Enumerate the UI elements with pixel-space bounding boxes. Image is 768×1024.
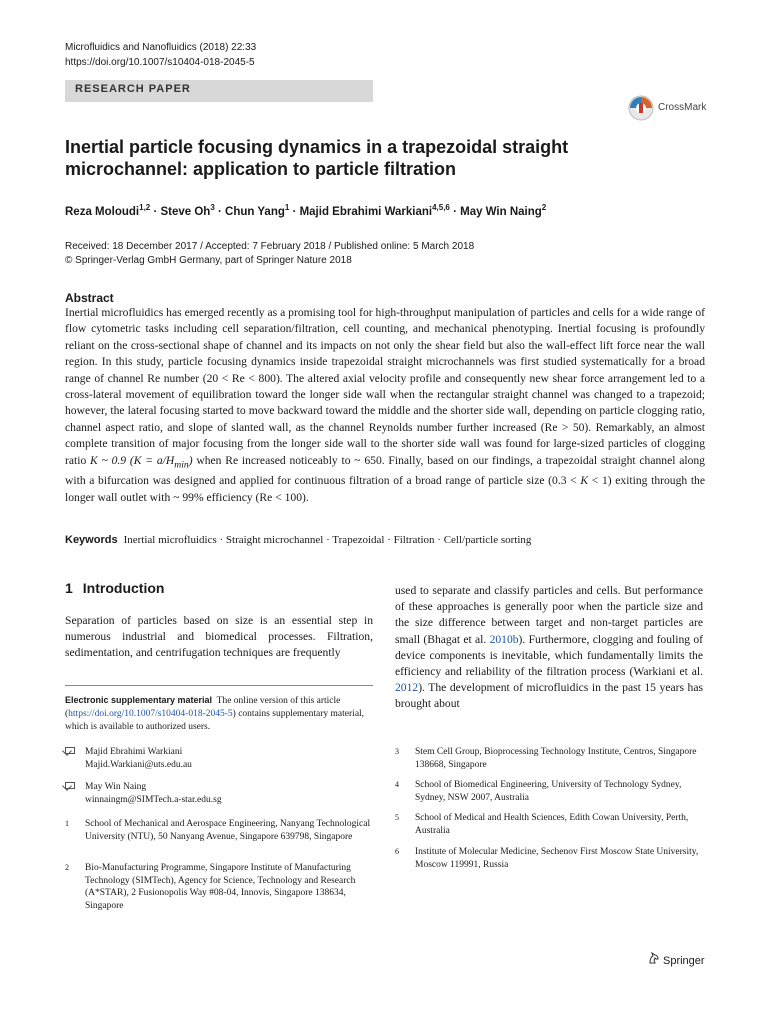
journal-citation: Microfluidics and Nanofluidics (2018) 22:33 <box>65 42 257 53</box>
author-email[interactable]: Majid.Warkiani@uts.edu.au <box>85 759 192 770</box>
affiliation-footnote: 6 Institute of Molecular Medicine, Sechenov First Moscow State University, Moscow 119991, Russia <box>395 847 699 870</box>
author[interactable]: Steve Oh$^3$ <box>160 203 215 218</box>
publisher-name: Springer <box>663 955 705 967</box>
crossmark-icon <box>628 95 654 121</box>
corresponding-author-contact: Majid Ebrahimi Warkiani Majid.Warkiani@uts.edu.au <box>65 746 373 774</box>
journal-header <box>65 40 256 70</box>
abstract-body: Inertial microfluidics has emerged recently as a promising tool for high-throughput manipulation of particles and cells for a wide range of flow cytometric tasks including cell separation/filtration, cell counting, and mechanical phenotyping. Inertial focusing is profoundly reliant on the cross-sectional shape of channel and its impacts on not only the shear field but also the wall-effect lift force near the wall region. In this study, particle focusing dynamics inside trapezoidal straight microchannels was first studied systematically for a broad range of channel Re number (20 < Re < 800). The altered axial velocity profile and consequently new shear force arrangement led to a cross-lateral movement of equilibration toward the longer side wall when the rectangular straight channel was changed to a trapezoid; however, the lateral focusing started to move backward toward the middle and the shorter side wall, depending on particle clogging ratio, channel aspect ratio, and slope of slanted wall, as the channel Reynolds number further increased (Re > 50). Remarkably, an almost complete transition of major focusing from the longer side wall to the shorter side wall was found for large-sized particles of clogging ratio K ~ 0.9 $(K = a/H_{min})$ when Re increased noticeably to ~ 650. Finally, based on our findings, a trapezoidal straight channel along with a bifurcation was designed and applied for continuous filtration of a broad range of particle size (0.3 < K < 1) exiting through the longer wall outlet with ~ 99% efficiency (Re < 100). <box>65 306 705 504</box>
journal-doi[interactable]: https://doi.org/10.1007/s10404-018-2045-5 <box>65 57 255 68</box>
affiliation-footnote: 4 School of Biomedical Engineering, University of Technology Sydney, Sydney, NSW 2007, Australia <box>395 780 682 803</box>
publisher-mark <box>648 952 705 967</box>
section-heading-introduction <box>65 580 373 596</box>
envelope-icon <box>65 747 75 754</box>
esm-link[interactable]: https://doi.org/10.1007/s10404-018-2045-5 <box>68 709 233 719</box>
springer-horse-icon <box>648 952 660 964</box>
affiliation-footnote: 1 School of Mechanical and Aerospace Engineering, Nanyang Technological University (NTU), 50 Nanyang Avenue, Singapore 639798, Singapore <box>65 819 371 842</box>
copyright-line: © Springer-Verlag GmbH Germany, part of Springer Nature 2018 <box>65 255 352 266</box>
keywords-line <box>65 534 725 546</box>
citation-link[interactable]: 2012 <box>395 681 419 695</box>
author[interactable]: Chun Yang$^1$ <box>225 203 290 218</box>
keywords-label: Keywords <box>65 534 118 546</box>
abstract-heading: Abstract <box>65 291 114 305</box>
history-dates: Received: 18 December 2017 / Accepted: 7 February 2018 / Published online: 5 March 2018 <box>65 241 475 252</box>
author-email[interactable]: winnaingm@SIMTech.a-star.edu.sg <box>85 794 222 805</box>
affiliation-footnote: 5 School of Medical and Health Sciences, Edith Cowan University, Perth, Australia <box>395 813 689 836</box>
corresponding-author-contact: May Win Naing winnaingm@SIMTech.a-star.edu.sg <box>65 781 373 809</box>
affiliation-footnote: 2 Bio-Manufacturing Programme, Singapore Institute of Manufacturing Technology (SIMTech), Agency for Science, Technology and Research (A*STAR), 2 Fusionopolis Way #08-04, Innovis, Singapore 138634, Singapore <box>65 863 356 911</box>
citation-link[interactable]: 2010b <box>489 632 519 646</box>
affiliation-footnote: 3 Stem Cell Group, Bioprocessing Technology Institute, Centros, Singapore 138668, Singapore <box>395 747 697 770</box>
keywords-text: Inertial microfluidics · Straight microchannel · Trapezoidal · Filtration · Cell/particle sorting <box>123 534 532 546</box>
article-type-banner <box>65 80 373 102</box>
footnote-divider <box>65 685 373 686</box>
author[interactable]: Reza Moloudi$^{1,2}$ <box>65 203 151 218</box>
author-list: Reza Moloudi$^{1,2}$ · Steve $Oh^3$ · Chun Yang$^1$ · Majid Ebrahimi Warkiani$^{4,5,6}$ · May Win Naing$^2$ <box>65 203 547 218</box>
section-title: Introduction <box>82 580 165 596</box>
intro-paragraph-right: used to separate and classify particles and cells. But performance of these approaches is generally poor when the particle size and the size difference between target and non-target particles are small (Bhagat et al. 2010b). Furthermore, clogging and fouling of device components is inevitable, which fundamentally limits the efficiency and reliability of the filtration process (Warkiani et al. 2012). The development of microfluidics in the past 15 years has brought about <box>395 584 704 711</box>
section-number: 1 <box>65 580 73 596</box>
envelope-icon <box>65 782 75 789</box>
crossmark-label: CrossMark <box>658 102 707 113</box>
article-title: Inertial particle focusing dynamics in a trapezoidal straight microchannel: application to particle filtration <box>65 137 569 179</box>
article-type-label: RESEARCH PAPER <box>75 83 191 95</box>
publication-dates <box>65 240 725 268</box>
esm-label: Electronic supplementary material <box>65 695 213 705</box>
supplementary-material-note: Electronic supplementary material The online version of this article (https://doi.org/10.1007/s10404-018-2045-5) contains supplementary material, which is available to authorized users. <box>65 695 365 732</box>
author[interactable]: May Win Naing$^2$ <box>460 203 547 218</box>
intro-paragraph-left: Separation of particles based on size is an essential step in numerous industrial and biomedical processes. Filtration, sedimentation, and centrifugation techniques are frequently <box>65 614 373 660</box>
crossmark-badge[interactable] <box>628 95 738 121</box>
author[interactable]: Majid Ebrahimi Warkiani$^{4,5,6}$ <box>299 203 450 218</box>
